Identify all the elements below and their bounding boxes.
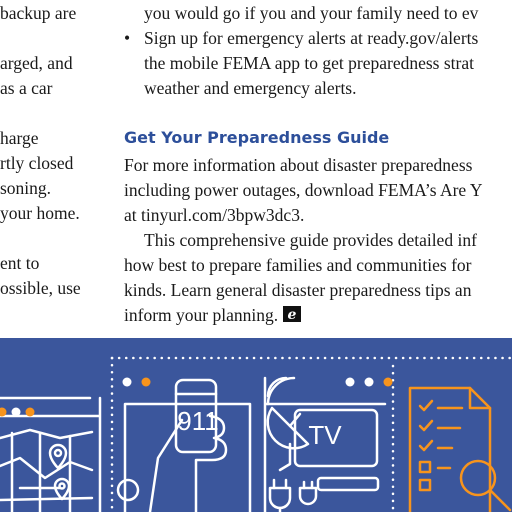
paragraph-line: kinds. Learn general disaster preparedness tips an	[124, 280, 472, 300]
left-line: soning.	[0, 178, 52, 198]
left-line: ossible, use	[0, 278, 81, 298]
tv-dots	[346, 378, 393, 387]
satellite-dish-icon	[268, 378, 308, 470]
bullet-line: the mobile FEMA app to get preparedness strat	[144, 53, 474, 73]
paragraph-line: how best to prepare families and communities for	[124, 255, 472, 275]
left-line: your home.	[0, 203, 80, 223]
paragraph-line: including power outages, download FEMA’s Are Y	[124, 180, 483, 200]
paragraph-line: at tinyurl.com/3bpw3dc3.	[124, 205, 305, 225]
svg-text:e: e	[287, 307, 297, 323]
bullet-line: weather and emergency alerts.	[144, 78, 357, 98]
checklist-magnifier-icon	[410, 388, 510, 512]
section-heading: Get Your Preparedness Guide	[124, 128, 390, 147]
phone-911-text: 911	[177, 406, 219, 436]
paragraph-line: This comprehensive guide provides detailed inf	[144, 230, 477, 250]
paragraph-line: For more information about disaster preparedness	[124, 155, 473, 175]
plug-icon	[270, 480, 316, 512]
bullet-marker: •	[124, 28, 131, 48]
paragraph-line-text: inform your planning.	[124, 305, 279, 325]
left-line: rtly closed	[0, 153, 74, 173]
tv-text: TV	[308, 420, 342, 450]
text-line: you would go if you and your family need to ev	[144, 3, 479, 23]
preparedness-banner	[0, 338, 512, 512]
bullet-line: Sign up for emergency alerts at ready.gov/alerts	[144, 28, 479, 48]
phone-dots	[123, 378, 151, 387]
map-dots	[0, 408, 35, 417]
left-column	[0, 0, 96, 300]
left-line: as a car	[0, 78, 53, 98]
map-pins-icon	[0, 430, 92, 512]
right-column	[124, 0, 512, 330]
e-logo-icon	[282, 305, 302, 323]
left-line: harge	[0, 128, 39, 148]
paragraph-line	[124, 303, 302, 328]
left-line: arged, and	[0, 53, 73, 73]
phone-911-icon	[118, 380, 226, 512]
left-line: backup are	[0, 3, 77, 23]
left-line: ent to	[0, 253, 40, 273]
